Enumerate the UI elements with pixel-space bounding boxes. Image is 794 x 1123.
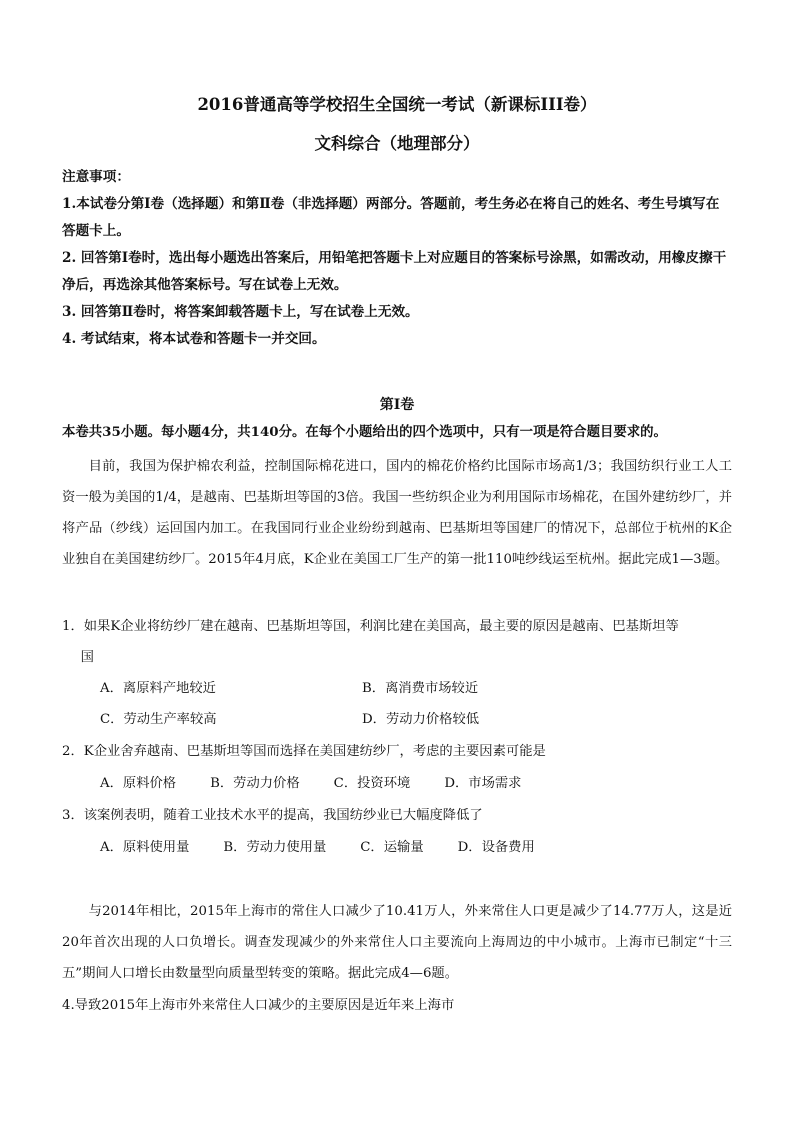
notes-item: 3. 回答第Ⅱ卷时，将答案卸载答题卡上，写在试卷上无效。 xyxy=(62,304,419,320)
option-d[interactable]: D．设备费用 xyxy=(457,840,535,855)
option-c[interactable]: C．劳动生产率较高 xyxy=(100,712,217,727)
option-b[interactable]: B．劳动力价格 xyxy=(210,776,300,791)
passage-1: 目前，我国为保护棉农利益，控制国际棉花进口，国内的棉花价格约比国际市场高1/3；我国纺织行业工人工资一般为美国的1/4，是越南、巴基斯坦等国的3倍。我国一些纺织企业为利用国际市场棉花，在国外建纺纱厂，并将产品（纱线）运回国内加工。在我国同行业企业纷纷到越南、巴基斯坦等国建厂的情况下，总部位于杭州的K企业独自在美国建纺纱厂。2015年4月底，K企业在美国工厂生产的第一批110吨纱线运至杭州。据此完成1—3题。 xyxy=(62,459,732,567)
passage-2: 与2014年相比，2015年上海市的常住人口减少了10.41万人，外来常住人口更是减少了14.77万人，这是近20年首次出现的人口负增长。调查发现减少的外来常住人口主要流向上海周边的中小城市。上海市已制定“十三五”期间人口增长由数量型向质量型转变的策略。据此完成4—6题。 xyxy=(62,904,732,981)
question-1-options xyxy=(100,673,624,735)
question-2-options xyxy=(100,768,555,799)
notes-item: 2. 回答第Ⅰ卷时，选出每小题选出答案后，用铅笔把答题卡上对应题目的答案标号涂黑，如需改动，用橡皮擦干净后，再选涂其他答案标号。写在试卷上无效。 xyxy=(62,250,727,293)
question-stem: 3．该案例表明，随着工业技术水平的提高，我国纺纱业已大幅度降低了 xyxy=(62,808,483,823)
question-stem-continued: 国 xyxy=(80,650,94,665)
option-a[interactable]: A．原料价格 xyxy=(100,776,177,791)
option-b[interactable]: B．离消费市场较近 xyxy=(362,681,479,696)
question-stem: 2．K企业舍弃越南、巴基斯坦等国而选择在美国建纺纱厂，考虑的主要因素可能是 xyxy=(62,744,546,759)
notes-block xyxy=(62,164,732,353)
question-stem: 4.导致2015年上海市外来常住人口减少的主要原因是近年来上海市 xyxy=(62,998,455,1013)
question-2 xyxy=(62,736,732,767)
notes-item: 1.本试卷分第Ⅰ卷（选择题）和第Ⅱ卷（非选择题）两部分。答题前，考生务必在将自己的姓名、考生号填写在答题卡上。 xyxy=(62,196,720,239)
question-3 xyxy=(62,800,732,831)
notes-item: 4. 考试结束，将本试卷和答题卡一并交回。 xyxy=(62,331,326,347)
option-a[interactable]: A．离原料产地较近 xyxy=(100,681,216,696)
section-title: 第Ⅰ卷 xyxy=(379,397,415,413)
notes-heading: 注意事项： xyxy=(62,169,130,185)
option-a[interactable]: A．原料使用量 xyxy=(100,840,190,855)
question-3-options xyxy=(100,832,569,863)
option-c[interactable]: C．投资环境 xyxy=(333,776,411,791)
exam-subtitle: 文科综合（地理部分） xyxy=(314,134,480,153)
question-1 xyxy=(62,611,732,673)
question-4 xyxy=(62,990,732,1021)
option-d[interactable]: D．市场需求 xyxy=(444,776,522,791)
question-stem: 1．如果K企业将纺纱厂建在越南、巴基斯坦等国，利润比建在美国高，最主要的原因是越南、巴基斯坦等 xyxy=(62,619,679,634)
option-d[interactable]: D．劳动力价格较低 xyxy=(362,712,480,727)
option-c[interactable]: C．运输量 xyxy=(360,840,424,855)
exam-title: 2016普通高等学校招生全国统一考试（新课标III卷） xyxy=(197,95,597,114)
option-b[interactable]: B．劳动力使用量 xyxy=(223,840,327,855)
section-intro: 本卷共35小题。每小题4分，共140分。在每个小题给出的四个选项中，只有一项是符合题目要求的。 xyxy=(62,424,667,440)
